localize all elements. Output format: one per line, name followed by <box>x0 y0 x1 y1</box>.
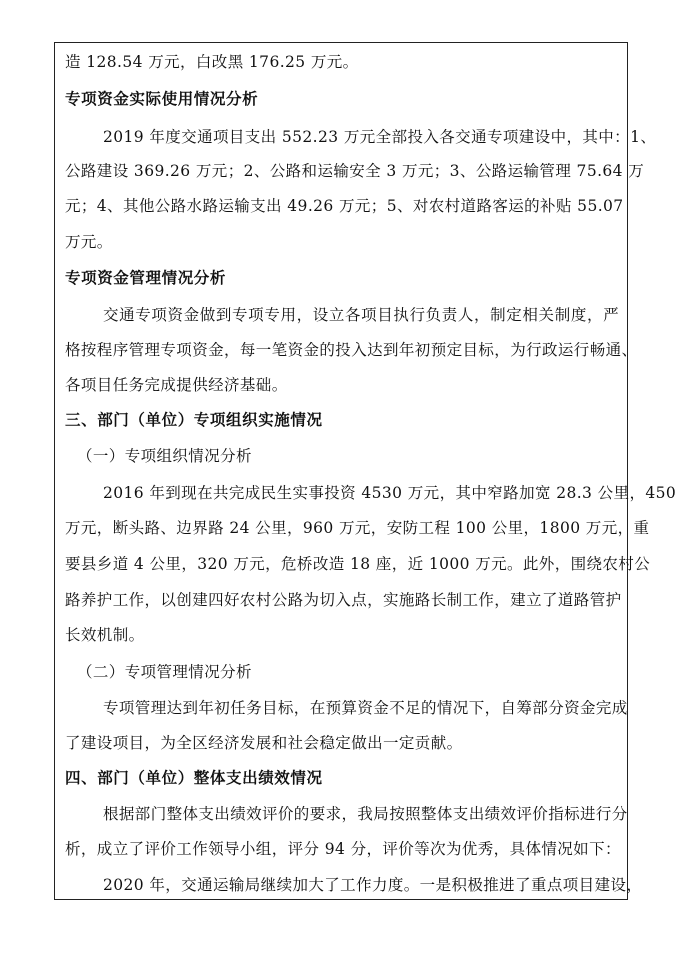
text-line: 根据部门整体支出绩效评价的要求，我局按照整体支出绩效评价指标进行分 <box>103 805 628 823</box>
document-frame <box>54 42 677 900</box>
section-heading: 专项资金管理情况分析 <box>65 269 227 287</box>
text-line: 格按程序管理专项资金，每一笔资金的投入达到年初预定目标，为行政运行畅通、 <box>65 341 638 359</box>
text-line: 析，成立了评价工作领导小组，评分 94 分，评价等次为优秀，具体情况如下： <box>65 840 621 858</box>
text-line: 各项目任务完成提供经济基础。 <box>65 376 288 394</box>
text-line: 路养护工作，以创建四好农村公路为切入点，实施路长制工作，建立了道路管护 <box>65 591 622 609</box>
text-line: 造 128.54 万元，白改黑 176.25 万元。 <box>65 53 359 71</box>
text-line: 了建设项目，为全区经济发展和社会稳定做出一定贡献。 <box>65 734 463 752</box>
section-heading: 四、部门（单位）整体支出绩效情况 <box>65 769 323 787</box>
text-line: 交通专项资金做到专项专用，设立各项目执行负责人，制定相关制度，严 <box>103 306 619 324</box>
subsection-heading: （一）专项组织情况分析 <box>77 447 252 465</box>
text-line: 长效机制。 <box>65 626 145 644</box>
text-line: 2020 年，交通运输局继续加大了工作力度。一是积极推进了重点项目建设， <box>103 876 643 894</box>
subsection-heading: （二）专项管理情况分析 <box>77 663 252 681</box>
section-heading: 三、部门（单位）专项组织实施情况 <box>65 411 323 429</box>
text-line: 元；4、其他公路水路运输支出 49.26 万元；5、对农村道路客运的补贴 55.07 <box>65 197 624 215</box>
text-line: 公路建设 369.26 万元；2、公路和运输安全 3 万元；3、公路运输管理 75.64 万 <box>65 162 645 180</box>
text-line: 万元。 <box>65 233 113 251</box>
text-line: 要县乡道 4 公里，320 万元，危桥改造 18 座，近 1000 万元。此外，围绕农村公 <box>65 555 651 573</box>
text-line: 万元，断头路、边界路 24 公里，960 万元，安防工程 100 公里，1800 万元，重 <box>65 519 650 537</box>
section-heading: 专项资金实际使用情况分析 <box>65 90 259 108</box>
text-line: 2019 年度交通项目支出 552.23 万元全部投入各交通专项建设中，其中：1、 <box>103 128 657 146</box>
text-line: 2016 年到现在共完成民生实事投资 4530 万元，其中窄路加宽 28.3 公里，450 <box>103 484 677 502</box>
text-line: 专项管理达到年初任务目标，在预算资金不足的情况下，自筹部分资金完成 <box>103 699 628 717</box>
